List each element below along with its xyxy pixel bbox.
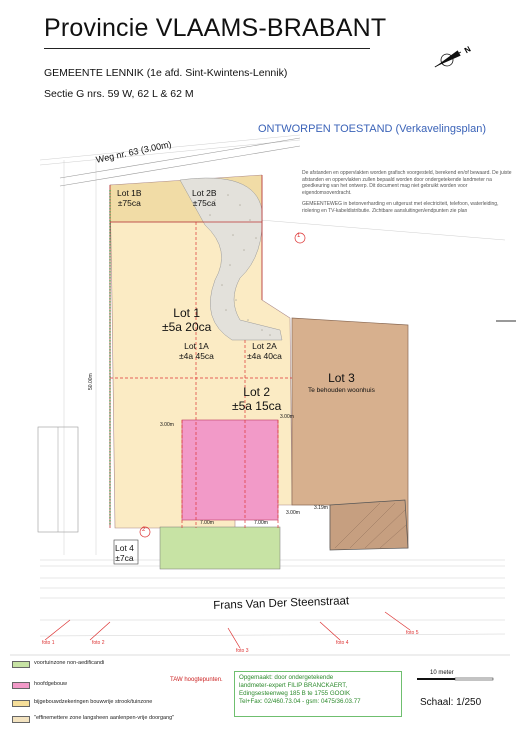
road-label: Weg nr. 63 (3.00m): [95, 139, 173, 165]
photo-marker: foto 3: [236, 648, 249, 654]
surveyor-line-3: Edingsesteenweg 185 B te 1755 GOOIK: [239, 690, 351, 697]
lot4-name: Lot 4: [115, 543, 134, 553]
scale-bar-label: 10 meter: [430, 670, 454, 676]
dimension-label: 50.00m: [88, 373, 94, 390]
marker-2: 2: [142, 527, 146, 533]
legend-swatch-outbuildings: [12, 700, 30, 707]
frontyard-zone: [160, 527, 280, 569]
surveyor-line-1: Opgemaakt: door ondergetekende: [239, 674, 334, 681]
lot3-name: Lot 3: [328, 371, 355, 385]
lot2b-name: Lot 2B: [192, 188, 217, 198]
lot2a-label: [247, 341, 282, 361]
lot3-note: Te behouden woonhuis: [308, 387, 375, 394]
surveyor-line-4: Tel+Fax: 02/460.73.04 - gsm: 0475/36.03.77: [239, 698, 361, 705]
lot1b-label: [117, 188, 142, 208]
street-label: Frans Van Der Steenstraat: [213, 595, 350, 612]
lot1-area: ±5a 20ca: [162, 320, 212, 334]
legend-swatch-frontyard: [12, 661, 30, 668]
dimension-label: 7.00m: [200, 520, 214, 526]
lot4-label: [115, 543, 134, 563]
legend-taw: TAW hoogtepunten.: [170, 677, 223, 683]
lot2b-label: [192, 188, 217, 208]
dimension-label: 7.00m: [254, 520, 268, 526]
scale-ratio: Schaal: 1/250: [420, 697, 482, 708]
photo-marker: foto 4: [336, 640, 349, 646]
section-label: Sectie G nrs. 59 W, 62 L & 62 M: [44, 88, 194, 100]
north-arrow: [432, 42, 473, 72]
lot1-name: Lot 1: [173, 306, 200, 320]
lot1b-area: ±75ca: [117, 198, 141, 208]
title-underline: [44, 48, 370, 49]
legend-swatch-passage: [12, 716, 30, 723]
lot1a-label: [179, 341, 214, 361]
lot2-name: Lot 2: [243, 385, 270, 399]
dimension-label: 3.00m: [280, 414, 294, 420]
plan-notes: [302, 170, 514, 220]
photo-marker: foto 2: [92, 640, 105, 646]
lot3-label: [308, 371, 375, 394]
legend-swatch-mainbuilding: [12, 682, 30, 689]
notes-block-1: De afstanden en oppervlakten worden grafisch voorgesteld, berekend en/of bewaard. De juiste afstanden en oppervlakten zullen bepaald worden door ondergetekende landmeter na goedkeuring van het ontwerp. Dit document mag niet gebruikt worden voor eigendomsoverdracht.: [302, 170, 512, 196]
lot2a-name: Lot 2A: [252, 341, 277, 351]
lot4-area: ±7ca: [115, 553, 134, 563]
legend-item-mainbuilding: hoofdgebouw: [34, 681, 68, 687]
legend-item-passage: "effinemettere zone langsheen aanlenpen-vrije doorgang": [34, 715, 175, 721]
lot1-label: [162, 306, 211, 334]
photo-marker: foto 1: [42, 640, 55, 646]
surveyor-line-2: landmeter-expert FILIP BRANCKAERT,: [239, 682, 348, 689]
dimension-label: 3.00m: [286, 510, 300, 516]
lot2b-area: ±75ca: [192, 198, 216, 208]
legend-item-outbuildings: bijgebouwdzekeringen bouwvrije strook/tuinzone: [34, 699, 153, 705]
notes-block-2: GEMEENTEWEG in betonverharding en uitgerust met electriciteit, telefoon, waterleiding, riolering en TV-kabeldistributie. Zichtbare aansluitingen/endpunten zie plan: [302, 201, 499, 214]
dimension-label: 3.00m: [160, 422, 174, 428]
province-title: Provincie VLAAMS-BRABANT: [44, 14, 387, 42]
lot1a-name: Lot 1A: [184, 341, 209, 351]
lot1a-area: ±4a 45ca: [179, 351, 214, 361]
plan-state-label: ONTWORPEN TOESTAND (Verkavelingsplan): [258, 123, 487, 135]
photo-marker: foto 5: [406, 630, 419, 636]
marker-1: 1: [297, 233, 301, 239]
lot3-building: [330, 500, 408, 550]
scale-bar: [417, 678, 493, 680]
lot2-label: [232, 385, 281, 413]
municipality-label: GEMEENTE LENNIK (1e afd. Sint-Kwintens-Lennik): [44, 67, 288, 79]
lot2-area: ±5a 15ca: [232, 399, 282, 413]
surveyor-box: [234, 671, 402, 717]
main-building-lot2: [182, 420, 278, 520]
legend-item-frontyard: voortuinzone non-aedificandi: [34, 660, 105, 666]
dimension-label: 3.19m: [314, 505, 328, 511]
lot1b-name: Lot 1B: [117, 188, 142, 198]
svg-text:N: N: [462, 44, 473, 56]
lot2a-area: ±4a 40ca: [247, 351, 282, 361]
